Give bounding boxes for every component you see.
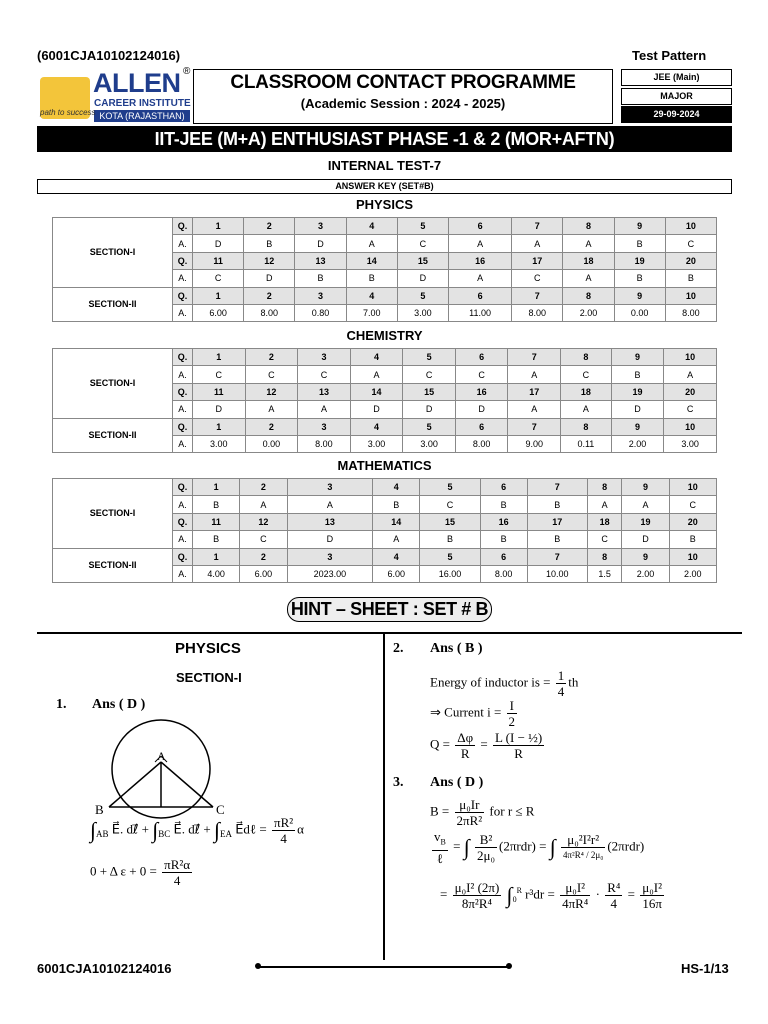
answer-cell: D [287,531,373,548]
question-number-cell: 6 [449,287,512,304]
question-number-cell: 1 [193,349,246,366]
answer-cell: 0.11 [561,435,612,452]
question-number-cell: 11 [193,513,240,530]
answer-cell: 6.00 [193,304,244,321]
question-number-cell: 17 [508,383,561,400]
row-label: A. [173,304,193,321]
answer-cell: A [240,496,287,513]
question-number-cell: 5 [397,218,448,235]
answer-cell: D [193,401,246,418]
logo-tagline: path to success [40,108,96,117]
question-number-cell: 11 [193,383,246,400]
answer-cell: B [614,270,665,287]
answer-cell: C [561,366,612,383]
question-number-cell: 5 [403,418,456,435]
answer-cell: B [193,496,240,513]
question-row [53,479,717,496]
question-number-cell: 12 [244,252,295,269]
academic-session: (Academic Session : 2024 - 2025) [300,96,506,111]
answer-cell: 7.00 [346,304,397,321]
question-number-cell: 5 [397,287,448,304]
question-number-cell: 19 [611,383,664,400]
section-label: SECTION-II [53,548,173,583]
question-number-cell: 5 [403,349,456,366]
answer-cell: B [614,235,665,252]
question-number-cell: 12 [245,383,298,400]
q3-number: 3. [393,775,404,790]
footer-code: 6001CJA10102124016 [37,961,172,976]
test-pattern-label: Test Pattern [632,48,707,63]
subject-title: PHYSICS [355,197,414,212]
question-number-cell: 4 [346,287,397,304]
answer-cell: 8.00 [512,304,563,321]
answer-cell: B [244,235,295,252]
answer-cell: D [193,235,244,252]
answer-cell: A [563,270,614,287]
question-number-cell: 11 [193,252,244,269]
answer-cell: C [193,366,246,383]
answer-cell: 6.00 [240,565,287,582]
row-label: A. [173,270,193,287]
answer-cell: 2.00 [622,565,669,582]
q2-number: 2. [393,641,404,656]
question-number-cell: 18 [563,252,614,269]
question-number-cell: 10 [665,287,716,304]
row-label: Q. [173,383,193,400]
logo-subtitle: CAREER INSTITUTE [94,98,191,109]
question-number-cell: 8 [563,287,614,304]
row-label: A. [173,496,193,513]
question-number-cell: 13 [298,383,351,400]
column-divider [383,632,385,960]
answer-cell: C [455,366,508,383]
hint-section: SECTION-I [176,670,242,685]
question-number-cell: 7 [512,287,563,304]
question-number-cell: 6 [449,218,512,235]
question-number-cell: 3 [295,287,346,304]
answer-cell: C [397,235,448,252]
answer-cell: 2.00 [669,565,716,582]
circle-triangle-diagram [90,716,240,822]
answer-cell: 3.00 [664,435,717,452]
question-number-cell: 5 [420,479,480,496]
section-label: SECTION-I [53,349,173,419]
question-number-cell: 7 [508,418,561,435]
row-label: Q. [173,548,193,565]
answer-cell: 8.00 [455,435,508,452]
footer-divider [258,966,510,968]
answer-cell: D [403,401,456,418]
question-row [53,218,717,235]
answer-cell: B [611,366,664,383]
answer-cell: 3.00 [350,435,403,452]
answer-cell: A [350,366,403,383]
exam-date: 29-09-2024 [621,106,732,123]
row-label: Q. [173,513,193,530]
question-number-cell: 1 [193,218,244,235]
row-label: A. [173,235,193,252]
answer-cell: 10.00 [527,565,587,582]
question-number-cell: 7 [527,548,587,565]
question-number-cell: 6 [455,418,508,435]
answer-cell: 3.00 [193,435,246,452]
question-number-cell: 14 [346,252,397,269]
answer-cell: C [512,270,563,287]
answer-cell: B [295,270,346,287]
answer-cell: B [480,496,527,513]
question-number-cell: 10 [669,548,716,565]
row-label: Q. [173,218,193,235]
row-label: Q. [173,349,193,366]
answer-cell: D [350,401,403,418]
answer-cell: 11.00 [449,304,512,321]
row-label: A. [173,435,193,452]
question-number-cell: 4 [350,349,403,366]
answer-cell: A [622,496,669,513]
q2-line-3: Q = $\frac{\Delta\varphi}{R}$ = $\frac{\text{L (I − ½)}}{R}$ [430,730,543,761]
row-label: A. [173,565,193,582]
question-number-cell: 2 [245,349,298,366]
answer-cell: A [287,496,373,513]
question-number-cell: 9 [611,418,664,435]
answer-key-label: ANSWER KEY (SET#B) [37,179,732,194]
divider [37,632,742,634]
question-number-cell: 2 [240,479,287,496]
question-row [53,418,717,435]
q3-line-3: = $\frac{\text{μ₀I² (2π)}}{\text{8π²R⁴}}$ $\int_0^R$ r³dr = $\frac{\text{μ₀I²}}{\text{4πR⁴}}$ · $\frac{\text{R⁴}}{4}$ = $\frac{\text{μ₀I²}}{16\pi}$ [440,880,662,911]
question-number-cell: 17 [512,252,563,269]
answer-table [52,478,717,583]
answer-cell: 0.00 [614,304,665,321]
q2-line-1: Energy of inductor is = $\frac{1}{4}$ th [430,668,579,699]
question-number-cell: 7 [512,218,563,235]
question-number-cell: 1 [193,479,240,496]
internal-test-title: INTERNAL TEST-7 [327,158,442,173]
answer-cell: C [245,366,298,383]
question-number-cell: 13 [287,513,373,530]
q3-answer: Ans ( D ) [430,775,484,790]
row-label: Q. [173,287,193,304]
question-number-cell: 3 [287,548,373,565]
question-number-cell: 15 [397,252,448,269]
answer-table [52,348,717,453]
question-row [53,548,717,565]
question-row [53,349,717,366]
answer-cell: D [611,401,664,418]
question-number-cell: 19 [622,513,669,530]
answer-cell: C [587,531,621,548]
row-label: Q. [173,418,193,435]
question-number-cell: 2 [245,418,298,435]
answer-cell: A [449,235,512,252]
answer-cell: B [669,531,716,548]
question-number-cell: 14 [373,513,420,530]
row-label: A. [173,401,193,418]
question-number-cell: 7 [527,479,587,496]
logo-city: KOTA (RAJASTHAN) [94,110,190,122]
question-number-cell: 15 [420,513,480,530]
question-number-cell: 18 [561,383,612,400]
answer-cell: A [449,270,512,287]
question-number-cell: 2 [240,548,287,565]
answer-cell: 8.00 [298,435,351,452]
answer-cell: B [527,531,587,548]
answer-cell: A [664,366,717,383]
answer-cell: 3.00 [397,304,448,321]
answer-cell: A [587,496,621,513]
question-number-cell: 20 [665,252,716,269]
row-label: A. [173,366,193,383]
subject-title: MATHEMATICS [337,458,432,473]
course-banner: IIT-JEE (M+A) ENTHUSIAST PHASE -1 & 2 (MOR+AFTN) [37,126,732,152]
registered-mark-icon: ® [183,66,191,77]
q2-line-2: ⇒ Current i = $\frac{I}{2}$ [430,698,516,729]
question-number-cell: 2 [244,218,295,235]
question-number-cell: 8 [563,218,614,235]
answer-cell: A [245,401,298,418]
question-number-cell: 8 [587,479,621,496]
question-number-cell: 3 [298,349,351,366]
question-number-cell: 13 [295,252,346,269]
hint-sheet-title: HINT – SHEET : SET # B [287,597,492,622]
question-number-cell: 9 [622,479,669,496]
answer-cell: A [561,401,612,418]
answer-cell: 2.00 [563,304,614,321]
question-number-cell: 4 [373,548,420,565]
row-label: A. [173,531,193,548]
question-number-cell: 3 [298,418,351,435]
question-number-cell: 16 [455,383,508,400]
question-number-cell: 8 [587,548,621,565]
page-number: HS-1/13 [681,961,729,976]
question-number-cell: 1 [193,548,240,565]
question-number-cell: 19 [614,252,665,269]
question-number-cell: 10 [664,418,717,435]
answer-cell: 4.00 [193,565,240,582]
point-a-label: A [157,749,166,763]
answer-cell: 2023.00 [287,565,373,582]
exam-name: JEE (Main) [621,69,732,86]
answer-cell: C [193,270,244,287]
answer-cell: B [346,270,397,287]
exam-type: MAJOR [621,88,732,105]
answer-cell: 1.5 [587,565,621,582]
question-number-cell: 6 [480,479,527,496]
q3-line-2: $\frac{v_B}{\text{ℓ}}$ = ∫ $\frac{\text{B²}}{\text{2μ₀}}$ (2πrdr) = ∫ $\frac{\text{μ₀²I²r²}}{\text{4π²R⁴ / 2μ₀}}$ (2πrdr) [434,829,645,866]
answer-cell: A [298,401,351,418]
question-number-cell: 1 [193,287,244,304]
question-number-cell: 9 [614,218,665,235]
answer-cell: C [665,235,716,252]
q2-answer: Ans ( B ) [430,641,483,656]
answer-cell: A [512,235,563,252]
answer-cell: 0.00 [245,435,298,452]
document-code: (6001CJA10102124016) [37,48,181,63]
question-number-cell: 5 [420,548,480,565]
section-label: SECTION-I [53,479,173,549]
question-number-cell: 20 [669,513,716,530]
q1-answer: Ans ( D ) [92,697,146,712]
answer-cell: D [397,270,448,287]
question-number-cell: 9 [614,287,665,304]
answer-cell: 9.00 [508,435,561,452]
answer-cell: 6.00 [373,565,420,582]
section-label: SECTION-II [53,418,173,453]
footer-dot-right [506,963,512,969]
question-number-cell: 8 [561,418,612,435]
section-label: SECTION-II [53,287,173,322]
question-number-cell: 16 [449,252,512,269]
question-number-cell: 20 [664,383,717,400]
hint-subject: PHYSICS [175,640,241,657]
question-row [53,287,717,304]
question-number-cell: 4 [346,218,397,235]
answer-cell: A [508,401,561,418]
answer-cell: D [455,401,508,418]
answer-cell: 8.00 [480,565,527,582]
question-number-cell: 6 [455,349,508,366]
question-number-cell: 7 [508,349,561,366]
answer-cell: B [480,531,527,548]
question-number-cell: 3 [295,218,346,235]
point-c-label: C [216,802,225,817]
question-number-cell: 17 [527,513,587,530]
answer-cell: 8.00 [665,304,716,321]
answer-cell: A [563,235,614,252]
subject-title: CHEMISTRY [346,328,423,343]
q1-equation-1: $\int_{AB}$ E⃗. dℓ⃗ + $\int_{BC}$ E⃗. dℓ⃗ + $\int_{EA}$ E⃗dℓ = $\frac{\text{πR²}}{4}$ α [90,815,304,846]
answer-cell: B [373,496,420,513]
question-number-cell: 8 [561,349,612,366]
allen-logo: ALLEN [93,68,181,98]
section-label: SECTION-I [53,218,173,288]
question-number-cell: 4 [373,479,420,496]
answer-cell: C [664,401,717,418]
question-number-cell: 6 [480,548,527,565]
question-number-cell: 14 [350,383,403,400]
row-label: Q. [173,479,193,496]
point-b-label: B [95,802,104,817]
question-number-cell: 9 [611,349,664,366]
question-number-cell: 18 [587,513,621,530]
answer-cell: A [346,235,397,252]
question-number-cell: 1 [193,418,246,435]
answer-cell: B [527,496,587,513]
answer-cell: C [669,496,716,513]
q1-equation-2: 0 + Δ ε + 0 = $\frac{\text{πR²α}}{4}$ [90,857,191,888]
question-number-cell: 9 [622,548,669,565]
answer-cell: C [240,531,287,548]
answer-cell: 8.00 [244,304,295,321]
question-number-cell: 4 [350,418,403,435]
answer-cell: C [298,366,351,383]
answer-cell: B [420,531,480,548]
answer-cell: B [665,270,716,287]
row-label: Q. [173,252,193,269]
question-number-cell: 15 [403,383,456,400]
q3-line-1: B = $\frac{\text{μ₀Ir}}{\text{2πR²}}$ for r ≤ R [430,797,535,828]
question-number-cell: 10 [665,218,716,235]
programme-title: CLASSROOM CONTACT PROGRAMME [230,72,576,93]
answer-cell: D [244,270,295,287]
answer-cell: A [508,366,561,383]
question-number-cell: 12 [240,513,287,530]
answer-table [52,217,717,322]
question-number-cell: 10 [669,479,716,496]
answer-cell: C [420,496,480,513]
question-number-cell: 3 [287,479,373,496]
question-number-cell: 16 [480,513,527,530]
answer-cell: 2.00 [611,435,664,452]
answer-cell: 16.00 [420,565,480,582]
answer-cell: 3.00 [403,435,456,452]
answer-cell: D [295,235,346,252]
question-number-cell: 10 [664,349,717,366]
answer-cell: D [622,531,669,548]
q1-number: 1. [56,697,67,712]
answer-cell: A [373,531,420,548]
question-number-cell: 2 [244,287,295,304]
answer-cell: C [403,366,456,383]
answer-cell: B [193,531,240,548]
answer-cell: 0.80 [295,304,346,321]
